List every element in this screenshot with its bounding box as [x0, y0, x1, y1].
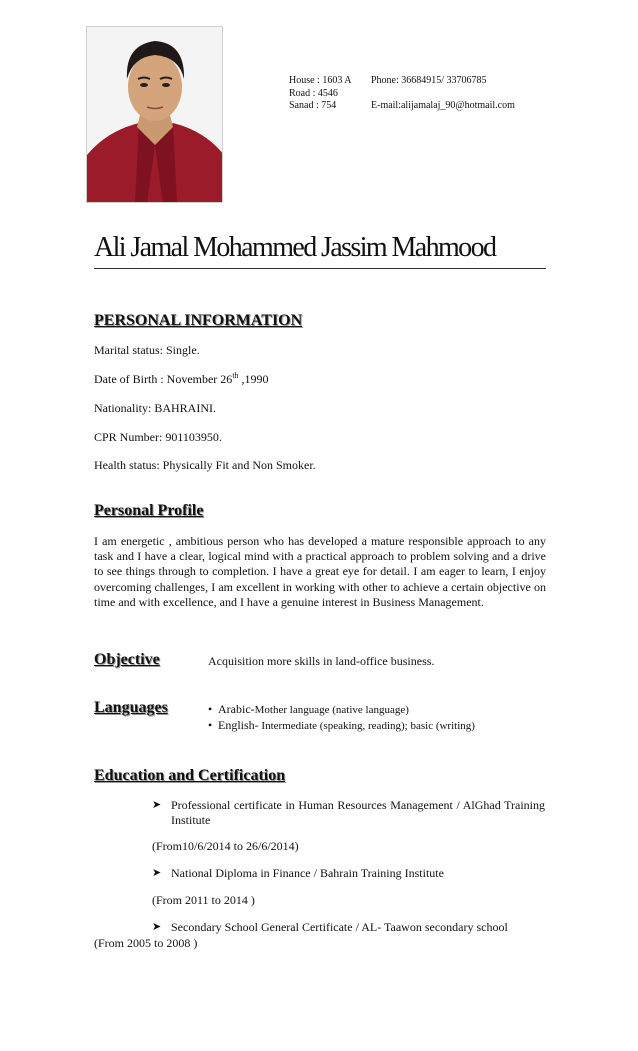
nationality: Nationality: BAHRAINI.	[94, 401, 216, 415]
personal-information-heading: PERSONAL INFORMATION	[94, 312, 303, 329]
house-line: House : 1603 A	[289, 75, 352, 86]
arrow-bullet-icon: ➤	[152, 921, 162, 933]
full-name: Ali Jamal Mohammed Jassim Mahmood	[94, 232, 496, 263]
sanad-line: Sanad : 754	[289, 100, 337, 111]
arrow-bullet-icon: ➤	[152, 867, 162, 879]
dob-suffix: ,1990	[238, 372, 269, 386]
road-line: Road : 4546	[289, 87, 338, 99]
bullet-icon: •	[208, 718, 213, 732]
personal-profile-heading: Personal Profile	[94, 502, 204, 519]
dob-prefix: Date of Birth : November 26	[94, 372, 233, 386]
education-heading: Education and Certification	[94, 767, 286, 784]
email-line: E-mail:alijamalaj_90@hotmail.com	[371, 100, 515, 111]
phone-line: Phone: 36684915/ 33706785	[371, 75, 487, 86]
objective-text: Acquisition more skills in land-office business.	[208, 654, 435, 668]
education-item	[152, 866, 545, 881]
portrait-image	[87, 27, 223, 203]
profile-photo	[86, 26, 223, 203]
education-title: Professional certificate in Human Resources Management / AlGhad Training Institute	[171, 798, 545, 827]
language-item-arabic	[208, 702, 409, 717]
education-item	[152, 920, 545, 935]
education-dates: (From 2005 to 2008 )	[94, 936, 198, 950]
marital-status: Marital status: Single.	[94, 343, 200, 357]
languages-heading: Languages	[94, 699, 168, 716]
education-dates: (From 2011 to 2014 )	[152, 893, 255, 907]
objective-heading: Objective	[94, 651, 160, 668]
language-name: Arabic-	[218, 702, 255, 716]
health-status: Health status: Physically Fit and Non Smoker.	[94, 458, 316, 472]
date-of-birth	[94, 371, 269, 387]
education-dates: (From10/6/2014 to 26/6/2014)	[152, 839, 299, 853]
language-detail: Mother language (native language)	[254, 704, 409, 716]
education-title: Secondary School General Certificate / AL- Taawon secondary school	[171, 920, 508, 934]
language-detail: Intermediate (speaking, reading); basic (writing)	[258, 720, 475, 732]
name-divider	[94, 268, 546, 269]
address-block	[289, 75, 352, 113]
dob-superscript: th	[232, 371, 239, 380]
phone-email-block	[371, 75, 515, 113]
profile-paragraph: I am energetic , ambitious person who has developed a mature responsible approach to any task and I have a clear, logical mind with a practical approach to problem solving and a drive to see things through to completion. I have a great eye for detail. I am eager to learn, I enjoy overcoming challenges, I am excellent in working with other to achieve a certain objective on time and with excellence, and I have a genuine interest in Business Management.	[94, 534, 546, 609]
education-item	[152, 798, 545, 828]
education-title: National Diploma in Finance / Bahrain Training Institute	[171, 866, 444, 880]
language-name: English-	[218, 718, 259, 732]
language-item-english	[208, 718, 475, 733]
bullet-icon: •	[208, 702, 213, 716]
cpr-number: CPR Number: 901103950.	[94, 430, 222, 444]
arrow-bullet-icon: ➤	[152, 799, 162, 811]
